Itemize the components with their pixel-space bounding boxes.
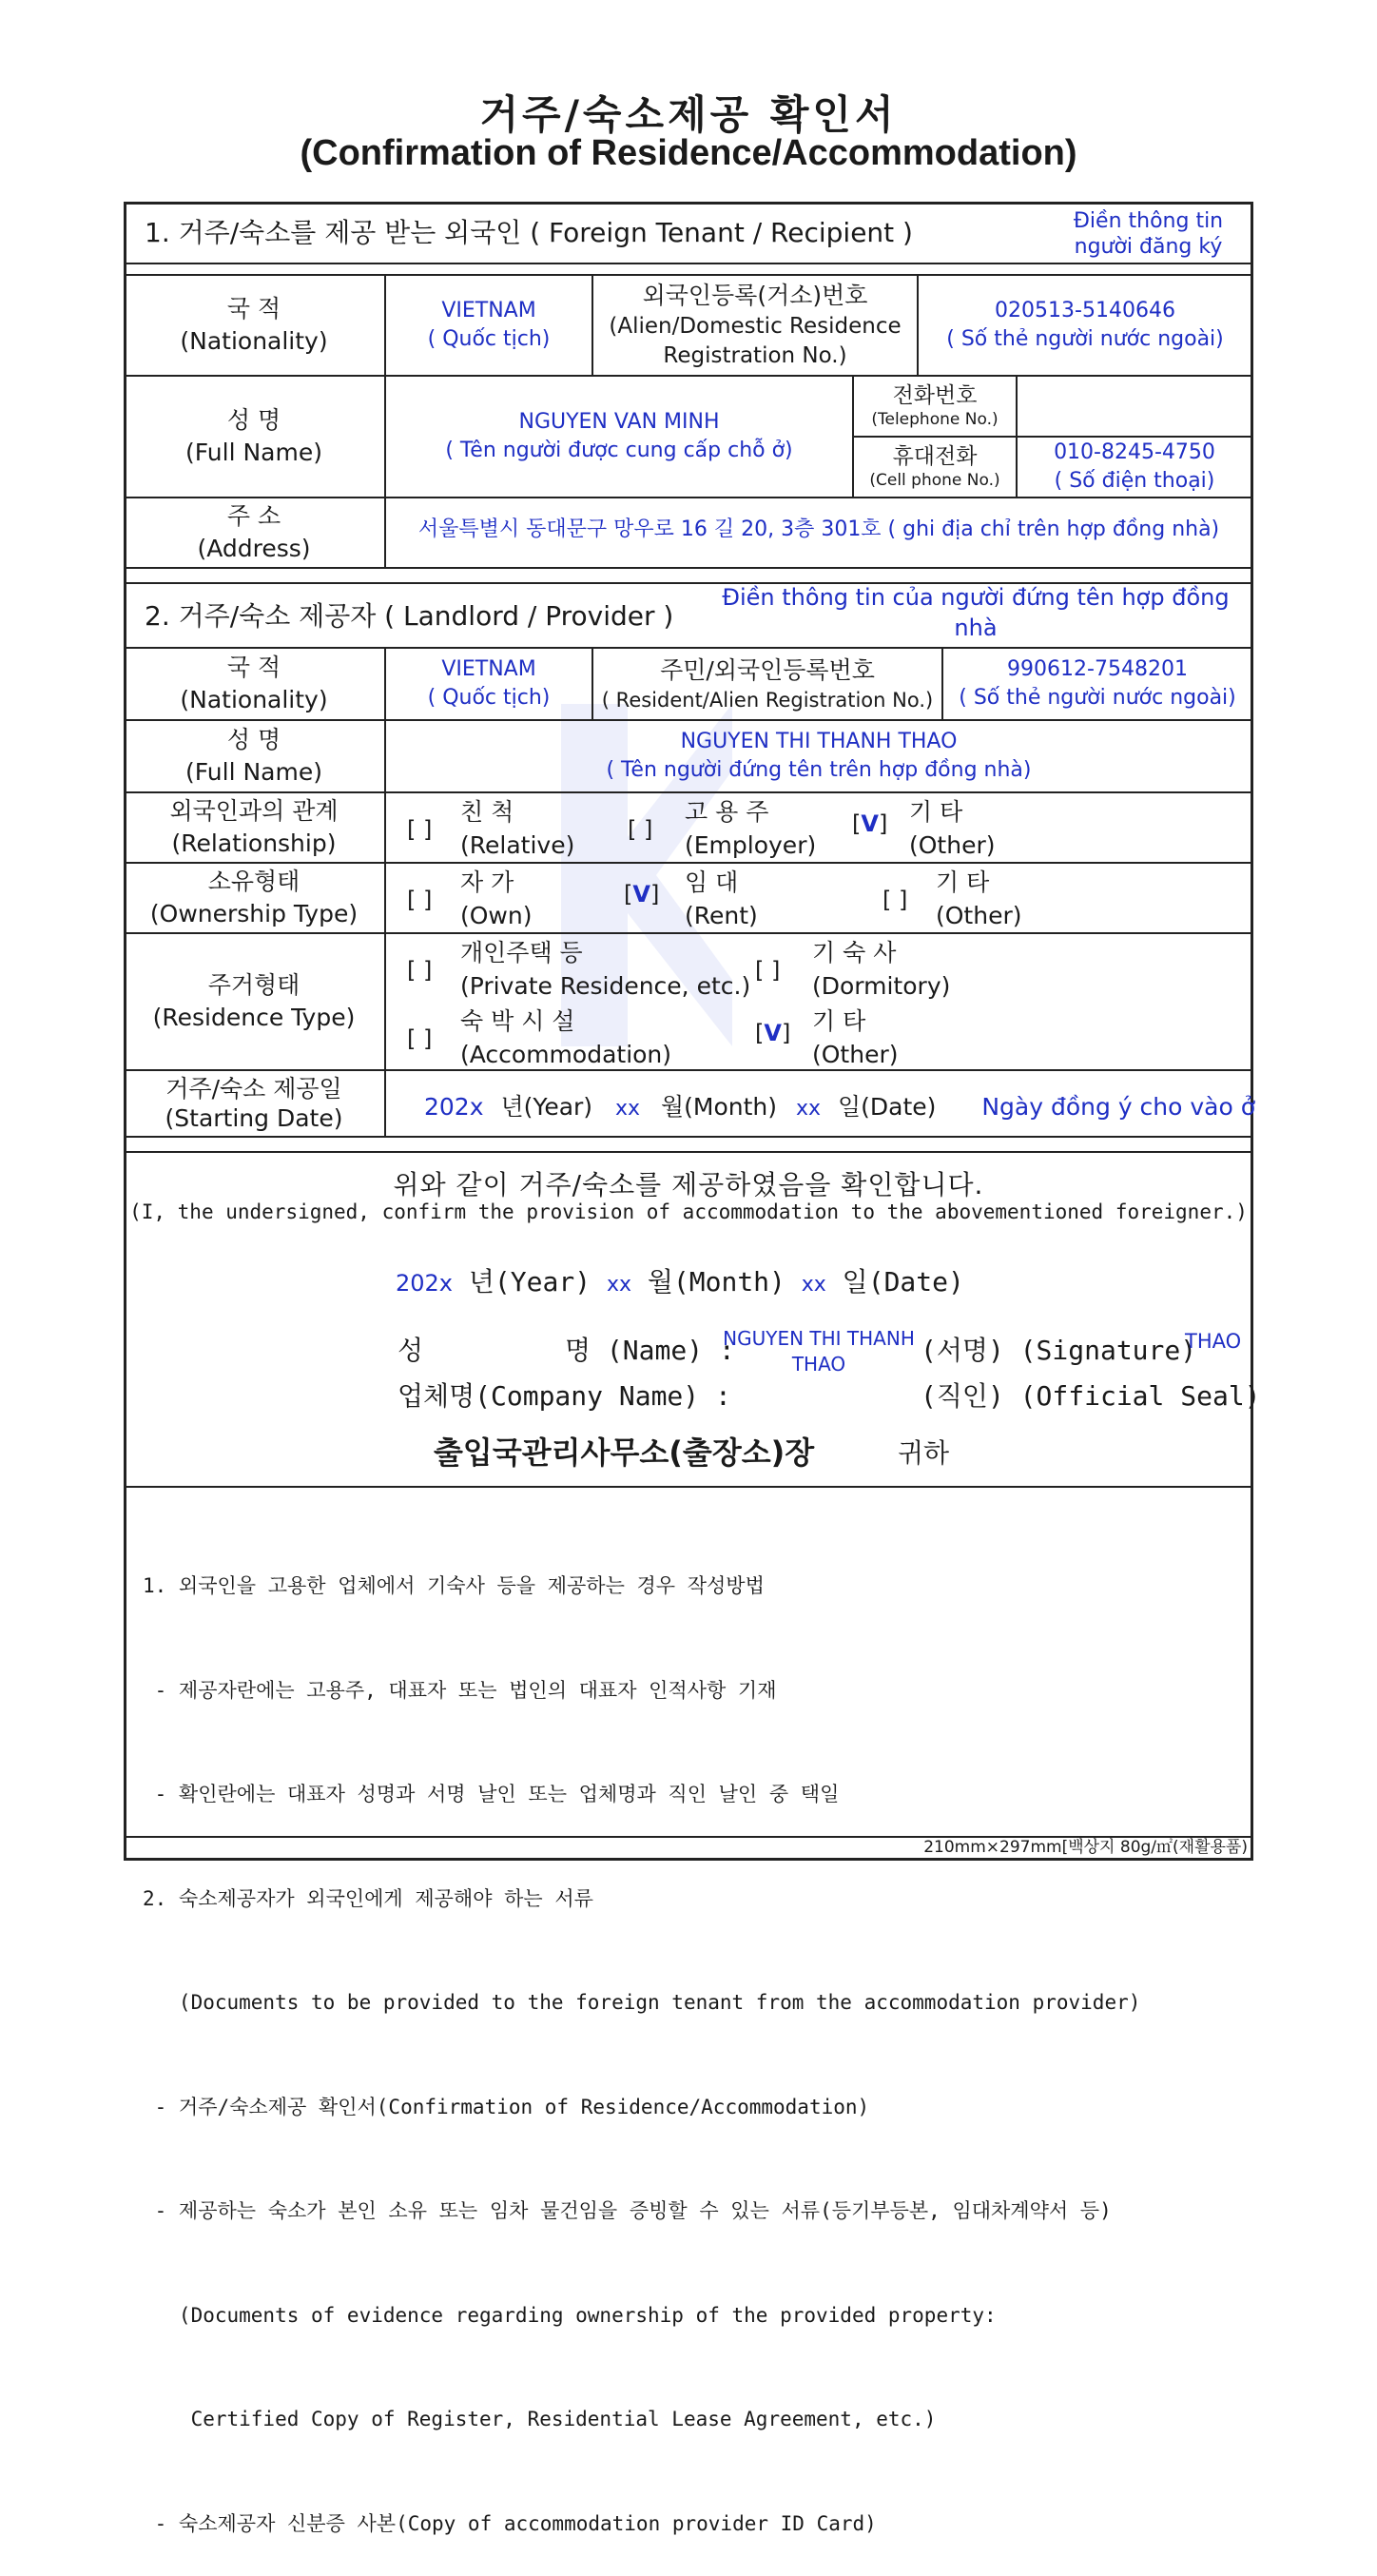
tenant-alien-no-label bbox=[593, 276, 917, 375]
relationship-relative-checkbox[interactable]: [ ] bbox=[407, 816, 433, 843]
tenant-alien-no-value[interactable] bbox=[919, 276, 1251, 375]
tenant-nationality-hint: ( Quốc tịch) bbox=[427, 327, 551, 351]
tenant-cellphone-label bbox=[854, 438, 1016, 497]
confirm-date[interactable] bbox=[396, 1261, 964, 1299]
confirm-company-label: 업체명(Company Name) : bbox=[398, 1380, 731, 1412]
tenant-cellphone-ko: 휴대전화 bbox=[892, 444, 978, 469]
relationship-relative-ko: 친 척 bbox=[460, 798, 514, 826]
note-line: - 제공하는 숙소가 본인 소유 또는 임차 물건임을 증빙할 수 있는 서류(등기부등본, 임대차계약서 등) bbox=[143, 2199, 1112, 2222]
confirm-month-label: 월(Month) bbox=[647, 1266, 785, 1298]
landlord-nationality-ko: 국 적 bbox=[226, 654, 281, 682]
honorific-text: 귀하 bbox=[898, 1437, 950, 1469]
residence-type-ko: 주거형태 bbox=[207, 971, 301, 1000]
ownership-en: (Ownership Type) bbox=[149, 900, 359, 927]
tenant-nationality-label bbox=[124, 276, 384, 375]
landlord-nationality-value[interactable] bbox=[386, 649, 592, 719]
tenant-address-label bbox=[124, 498, 384, 567]
tenant-address-ko: 주 소 bbox=[226, 502, 281, 531]
tenant-address-text: 서울특별시 동대문구 망우로 16 길 20, 3층 301호 ( ghi địa chỉ trên hợp đồng nhà) bbox=[417, 517, 1220, 542]
section2-note bbox=[700, 583, 1251, 641]
relationship-relative-option bbox=[460, 795, 574, 862]
landlord-nationality-label bbox=[124, 649, 384, 719]
tenant-name-text: NGUYEN VAN MINH bbox=[518, 410, 720, 435]
residence-dormitory-ko: 기 숙 사 bbox=[812, 939, 897, 966]
confirm-name-value-line2: THAO bbox=[791, 1353, 846, 1376]
landlord-nationality-text: VIETNAM bbox=[441, 657, 536, 682]
tenant-address-value[interactable] bbox=[386, 498, 1251, 561]
tenant-alien-no-text: 020513-5140646 bbox=[995, 299, 1175, 323]
landlord-name-text: NGUYEN THI THANH THAO bbox=[680, 730, 958, 754]
residence-private-option bbox=[460, 936, 750, 1003]
starting-day-value: xx bbox=[795, 1097, 822, 1121]
confirm-statement-ko: 위와 같이 거주/숙소를 제공하였음을 확인합니다. bbox=[393, 1169, 984, 1200]
ownership-own-ko: 자 가 bbox=[460, 868, 514, 896]
note-line: - 제공자란에는 고용주, 대표자 또는 법인의 대표자 인적사항 기재 bbox=[143, 1678, 777, 1702]
tenant-telephone-value[interactable] bbox=[1018, 377, 1251, 436]
landlord-name-hint: ( Tên người đứng tên trên hợp đồng nhà) bbox=[606, 758, 1032, 782]
residence-other-ko: 기 타 bbox=[812, 1007, 866, 1035]
note-line: - 거주/숙소제공 확인서(Confirmation of Residence/Accommodation) bbox=[143, 2095, 870, 2118]
residence-dormitory-en: (Dormitory) bbox=[812, 972, 951, 1000]
residence-other-check-mark: V bbox=[764, 1020, 782, 1046]
section1-note-line2: người đăng ký bbox=[1074, 235, 1223, 259]
confirm-year-value: 202x bbox=[396, 1270, 454, 1297]
ownership-ko: 소유형태 bbox=[207, 868, 301, 896]
ownership-other-option bbox=[936, 866, 1022, 932]
section1-note-line1: Điền thông tin bbox=[1073, 208, 1224, 233]
tenant-address-en: (Address) bbox=[197, 535, 311, 562]
tenant-nationality-en: (Nationality) bbox=[180, 327, 328, 355]
starting-year-label: 년(Year) bbox=[500, 1093, 593, 1121]
confirm-signature-value[interactable]: THAO bbox=[1185, 1330, 1242, 1353]
landlord-name-value[interactable] bbox=[386, 721, 1251, 791]
residence-other-option bbox=[812, 1005, 899, 1071]
relationship-label bbox=[124, 793, 384, 862]
residence-dormitory-option bbox=[812, 936, 950, 1003]
confirm-name-label-b: 명 (Name) : bbox=[565, 1335, 735, 1366]
confirm-name-value-line1: NGUYEN THI THANH bbox=[723, 1327, 915, 1350]
tenant-cellphone-en: (Cell phone No.) bbox=[869, 470, 1000, 490]
residence-accommodation-en: (Accommodation) bbox=[460, 1041, 672, 1068]
relationship-other-ko: 기 타 bbox=[909, 798, 963, 826]
confirm-day-value: xx bbox=[801, 1273, 826, 1297]
ownership-other-ko: 기 타 bbox=[936, 868, 990, 896]
tenant-cellphone-value[interactable] bbox=[1018, 438, 1251, 497]
confirm-seal-label: (직인) (Official Seal) bbox=[921, 1380, 1261, 1412]
tenant-nationality-text: VIETNAM bbox=[441, 299, 536, 323]
residence-accommodation-option bbox=[460, 1005, 671, 1071]
tenant-alien-no-ko: 외국인등록(거소)번호 bbox=[642, 282, 868, 310]
section1-note bbox=[1046, 205, 1251, 263]
relationship-ko: 외국인과의 관계 bbox=[169, 797, 339, 826]
ownership-label bbox=[124, 864, 384, 932]
document-title-english: (Confirmation of Residence/Accommodation) bbox=[300, 133, 1077, 173]
landlord-reg-no-ko: 주민/외국인등록번호 bbox=[660, 655, 875, 684]
relationship-employer-en: (Employer) bbox=[685, 831, 817, 859]
confirm-signature-label: (서명) (Signature) bbox=[921, 1335, 1197, 1366]
relationship-relative-en: (Relative) bbox=[460, 831, 575, 859]
residence-other-en: (Other) bbox=[812, 1041, 899, 1068]
tenant-name-label bbox=[124, 377, 384, 497]
section2-note-text: Điền thông tin của người đứng tên hợp đồng nhà bbox=[722, 583, 1230, 641]
confirm-year-label: 년(Year) bbox=[468, 1266, 592, 1298]
ownership-rent-check-mark: V bbox=[632, 881, 650, 907]
starting-date-ko: 거주/숙소 제공일 bbox=[165, 1074, 342, 1103]
residence-accommodation-checkbox[interactable]: [ ] bbox=[407, 1025, 433, 1052]
residence-dormitory-checkbox[interactable]: [ ] bbox=[755, 957, 781, 984]
confirm-name-value[interactable] bbox=[721, 1326, 917, 1377]
residence-other-checkbox[interactable]: [V] bbox=[755, 1020, 791, 1046]
landlord-reg-no-en: ( Resident/Alien Registration No.) bbox=[601, 688, 934, 712]
starting-day-label: 일(Date) bbox=[837, 1093, 937, 1121]
tenant-nationality-value[interactable] bbox=[386, 276, 592, 375]
tenant-cellphone-hint: ( Số điện thoại) bbox=[1054, 469, 1215, 493]
ownership-own-en: (Own) bbox=[460, 902, 533, 929]
ownership-other-en: (Other) bbox=[936, 902, 1022, 929]
ownership-other-checkbox[interactable]: [ ] bbox=[882, 887, 908, 913]
note-line: (Documents of evidence regarding ownership of the provided property: bbox=[143, 2303, 997, 2327]
landlord-reg-no-text: 990612-7548201 bbox=[1007, 657, 1188, 682]
note-line: 1. 외국인을 고용한 업체에서 기숙사 등을 제공하는 경우 작성방법 bbox=[143, 1574, 765, 1597]
tenant-alien-no-hint: ( Số thẻ người nước ngoài) bbox=[946, 327, 1224, 351]
immigration-office-title: 출입국관리사무소(출장소)장 bbox=[434, 1434, 815, 1471]
confirm-month-value: xx bbox=[606, 1273, 631, 1297]
residence-accommodation-ko: 숙 박 시 설 bbox=[460, 1007, 575, 1035]
landlord-reg-no-label bbox=[593, 649, 941, 719]
note-line: - 숙소제공자 신분증 사본(Copy of accommodation provider ID Card) bbox=[143, 2511, 877, 2535]
tenant-name-ko: 성 명 bbox=[226, 406, 281, 435]
tenant-telephone-ko: 전화번호 bbox=[892, 383, 978, 408]
tenant-telephone-en: (Telephone No.) bbox=[871, 409, 999, 429]
ownership-rent-en: (Rent) bbox=[685, 902, 758, 929]
ownership-rent-option bbox=[685, 866, 758, 932]
residence-private-en: (Private Residence, etc.) bbox=[460, 972, 751, 1000]
residence-private-checkbox[interactable]: [ ] bbox=[407, 957, 433, 984]
relationship-other-checkbox[interactable]: [V] bbox=[852, 810, 888, 837]
residence-private-ko: 개인주택 등 bbox=[460, 939, 583, 966]
tenant-alien-no-en2: Registration No.) bbox=[663, 342, 847, 368]
ownership-rent-checkbox[interactable]: [V] bbox=[624, 881, 660, 907]
starting-year-value: 202x bbox=[424, 1093, 484, 1121]
landlord-reg-no-hint: ( Số thẻ người nước ngoài) bbox=[959, 686, 1236, 710]
confirm-day-label: 일(Date) bbox=[842, 1266, 964, 1298]
paper-spec-footer: 210mm×297mm[백상지 80g/㎡(재활용품) bbox=[923, 1838, 1248, 1857]
document-title-korean: 거주/숙소제공 확인서 bbox=[479, 91, 898, 138]
landlord-name-label bbox=[124, 721, 384, 791]
relationship-other-en: (Other) bbox=[909, 831, 996, 859]
relationship-employer-checkbox[interactable]: [ ] bbox=[628, 816, 653, 843]
ownership-rent-ko: 임 대 bbox=[685, 868, 739, 896]
section1-heading: 1. 거주/숙소를 제공 받는 외국인 ( Foreign Tenant / Recipient ) bbox=[145, 217, 913, 249]
starting-month-label: 월(Month) bbox=[661, 1093, 778, 1121]
relationship-other-option bbox=[909, 795, 996, 862]
ownership-own-option bbox=[460, 866, 532, 932]
ownership-own-checkbox[interactable]: [ ] bbox=[407, 887, 433, 913]
tenant-cellphone-text: 010-8245-4750 bbox=[1054, 440, 1215, 465]
relationship-employer-ko: 고 용 주 bbox=[685, 798, 769, 826]
starting-date-value[interactable] bbox=[424, 1088, 1255, 1122]
starting-date-label bbox=[124, 1071, 384, 1136]
tenant-nationality-ko: 국 적 bbox=[226, 295, 281, 323]
residence-type-en: (Residence Type) bbox=[152, 1004, 356, 1031]
landlord-name-ko: 성 명 bbox=[226, 726, 281, 754]
landlord-nationality-en: (Nationality) bbox=[180, 686, 328, 713]
relationship-en: (Relationship) bbox=[171, 829, 337, 857]
note-line: - 확인란에는 대표자 성명과 서명 날인 또는 업체명과 직인 날인 중 택일 bbox=[143, 1783, 840, 1805]
relationship-other-check-mark: V bbox=[861, 810, 879, 837]
tenant-name-en: (Full Name) bbox=[185, 439, 322, 466]
tenant-name-value[interactable] bbox=[386, 377, 852, 497]
note-line: 2. 숙소제공자가 외국인에게 제공해야 하는 서류 bbox=[143, 1886, 593, 1910]
residence-type-label bbox=[124, 934, 384, 1069]
tenant-name-hint: ( Tên người được cung cấp chỗ ở) bbox=[445, 439, 793, 462]
instructions-notes bbox=[143, 1499, 1236, 2576]
landlord-reg-no-value[interactable] bbox=[943, 649, 1251, 719]
landlord-nationality-hint: ( Quốc tịch) bbox=[427, 686, 551, 710]
landlord-name-en: (Full Name) bbox=[185, 758, 322, 786]
tenant-telephone-label bbox=[854, 377, 1016, 436]
starting-date-hint: Ngày đồng ý cho vào ở bbox=[981, 1093, 1256, 1121]
note-line: Certified Copy of Register, Residential Lease Agreement, etc.) bbox=[143, 2408, 937, 2430]
starting-date-en: (Starting Date) bbox=[165, 1104, 343, 1132]
starting-month-value: xx bbox=[615, 1097, 641, 1121]
tenant-alien-no-en1: (Alien/Domestic Residence bbox=[609, 313, 902, 339]
relationship-employer-option bbox=[685, 795, 816, 862]
confirm-name-label-a: 성 bbox=[398, 1335, 424, 1366]
section2-heading: 2. 거주/숙소 제공자 ( Landlord / Provider ) bbox=[145, 600, 674, 633]
note-line: (Documents to be provided to the foreign tenant from the accommodation provider) bbox=[143, 1991, 1141, 2014]
confirm-statement-en: (I, the undersigned, confirm the provision of accommodation to the abovementioned foreigner.) bbox=[129, 1200, 1248, 1223]
